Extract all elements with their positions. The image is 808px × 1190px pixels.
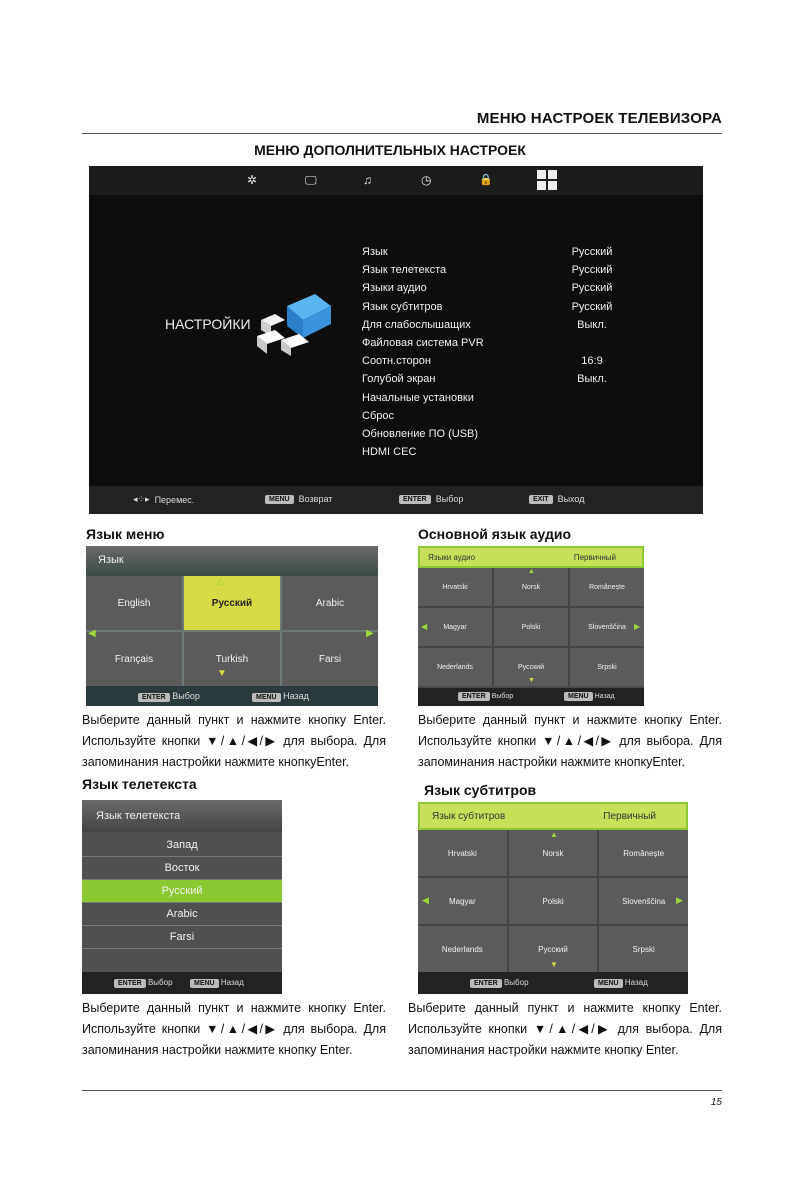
menu-item-label: Язык субтитров [362,300,443,313]
arrow-up-icon[interactable]: ▲ [528,568,535,575]
audio-language-option[interactable]: Polski [494,608,568,646]
audio-language-option[interactable]: Slovenščina [570,608,644,646]
menu-key[interactable]: MENU [252,693,281,702]
hint-back: Назад [283,691,309,701]
audio-language-option[interactable]: Hrvatski [418,568,492,606]
audio-language-description: Выберите данный пункт и нажмите кнопку Enter. Используйте кнопки ▼/▲/◀/▶ для выбора. Для запоминания настройки нажмите кнопкуEnter. [418,713,722,769]
arrow-right-icon[interactable]: ▶ [676,895,683,905]
subtitle-language-option[interactable]: Русский [509,926,598,972]
menu-item-label: Соотн.сторон [362,355,431,368]
hint-select: Выбор [147,978,173,987]
menu-item[interactable] [362,246,622,264]
subtitle-language-option[interactable]: Magyar [418,878,507,924]
settings-side-label: НАСТРОЙКИ [165,316,251,332]
menu-language-panel [86,546,378,706]
menu-item-label: Язык телетекста [362,264,447,277]
subtitle-language-title: Язык субтитров [432,811,506,822]
header-divider [82,133,722,134]
teletext-language-title: Язык телетекста [82,800,282,832]
menu-item-value [562,337,622,355]
menu-item-value: Русский [571,264,613,277]
subtitle-language-option[interactable]: Nederlands [418,926,507,972]
teletext-language-option[interactable]: Восток [82,857,282,880]
hint-back: Возврат [298,494,333,504]
subtitle-language-option[interactable]: Polski [509,878,598,924]
enter-key[interactable]: ENTER [458,692,490,701]
music-icon[interactable]: ♫ [363,173,372,187]
hint-move: Перемес. [154,494,195,505]
language-option[interactable]: English [86,576,182,630]
audio-language-panel [418,546,644,706]
grid-icon[interactable] [537,170,557,190]
exit-key[interactable]: EXIT [529,495,553,504]
teletext-language-panel [82,800,282,994]
menu-item[interactable] [362,446,622,464]
hint-select: Выбор [435,494,464,504]
audio-language-option[interactable]: Românește [570,568,644,606]
menu-item[interactable] [362,355,622,373]
hint-select: Выбор [491,693,514,700]
enter-key[interactable]: ENTER [138,693,170,702]
menu-item-value: 16:9 [581,355,603,368]
language-option[interactable]: Arabic [282,576,378,630]
menu-item-label: HDMI CEC [362,446,417,459]
audio-language-option[interactable]: Русский [494,648,568,686]
audio-mode[interactable]: Первичный [573,553,616,562]
menu-item[interactable] [362,282,622,300]
menu-item-label: Начальные установки [362,391,474,404]
language-option[interactable]: Русский [184,576,280,630]
gear-icon[interactable]: ✲ [247,173,258,187]
menu-item-value: Выкл. [577,373,607,386]
menu-key[interactable]: MENU [190,979,219,988]
menu-item[interactable] [362,264,622,282]
subtitle-language-grid [418,830,688,972]
teletext-language-option[interactable]: Arabic [82,903,282,926]
menu-item-value [562,446,622,464]
menu-item-label: Языки аудио [362,282,427,295]
teletext-language-option[interactable]: Запад [82,834,282,857]
menu-language-description: Выберите данный пункт и нажмите кнопку Enter. Используйте кнопки ▼/▲/◀/▶ для выбора. Для запоминания настройки нажмите кнопкуEnter. [82,713,386,769]
menu-item-label: Голубой экран [362,373,436,386]
menu-item[interactable] [362,392,622,410]
page-number: 15 [710,1097,722,1108]
section-teletext-language: Язык телетекста [82,776,197,792]
clock-icon[interactable]: ◷ [421,173,432,187]
enter-key[interactable]: ENTER [470,979,502,988]
audio-language-title-bar [418,546,644,568]
teletext-language-option[interactable]: Русский [82,880,282,903]
document-header-title: МЕНЮ НАСТРОЕК ТЕЛЕВИЗОРА [476,110,722,127]
audio-language-title: Языки аудио [428,553,476,562]
teletext-language-list [82,834,282,949]
hint-select: Выбор [172,691,200,701]
menu-item[interactable] [362,428,622,446]
teletext-language-option[interactable]: Farsi [82,926,282,949]
subtitle-language-option[interactable]: Norsk [509,830,598,876]
menu-key[interactable]: MENU [564,692,593,701]
audio-language-option[interactable]: Nederlands [418,648,492,686]
menu-item-value: Выкл. [577,318,607,331]
menu-language-title: Язык [86,546,378,576]
teletext-language-footer [82,972,282,994]
audio-language-option[interactable]: Magyar [418,608,492,646]
arrow-up-icon[interactable]: △ [217,576,225,587]
menu-language-grid [86,576,378,686]
menu-item-value [562,392,622,410]
tv-footer-bar [89,486,703,514]
lock-icon[interactable]: 🔒 [479,174,493,186]
enter-key[interactable]: ENTER [114,979,146,988]
tv-settings-screen [89,166,703,514]
language-option[interactable]: Turkish [184,632,280,686]
settings-cube-icon [255,290,333,358]
language-option[interactable]: Farsi [282,632,378,686]
menu-item[interactable] [362,301,622,319]
subtitle-language-option[interactable]: Hrvatski [418,830,507,876]
subtitle-language-option[interactable]: Slovenščina [599,878,688,924]
audio-language-option[interactable]: Norsk [494,568,568,606]
hint-exit: Выход [557,494,585,504]
settings-menu-list [362,246,622,464]
move-arrows-icon: ◂⁘▸ [133,494,150,504]
menu-language-footer [86,686,378,706]
subtitle-language-panel [418,802,688,994]
hint-select: Выбор [503,978,529,987]
subtitle-language-description: Выберите данный пункт и нажмите кнопку Enter. Используйте кнопки ▼/▲/◀/▶ для выбора. Для запоминания настройки нажмите кнопку Enter. [408,1001,722,1057]
arrow-down-icon[interactable]: ▼ [217,668,227,679]
hint-back: Назад [624,978,648,987]
tv-tab-bar [89,166,703,195]
section-subtitle: МЕНЮ ДОПОЛНИТЕЛЬНЫХ НАСТРОЕК [254,142,526,158]
menu-item-value: Русский [571,282,613,295]
section-audio-language: Основной язык аудио [418,526,572,542]
subtitle-language-option[interactable]: Srpski [599,926,688,972]
menu-item-label: Для слабослышащих [362,318,471,331]
arrow-left-icon[interactable]: ◀ [88,628,96,639]
arrow-down-icon[interactable]: ▼ [528,677,535,684]
audio-language-footer [418,688,644,706]
audio-language-option[interactable]: Srpski [570,648,644,686]
menu-key[interactable]: MENU [594,979,623,988]
menu-item-value [562,428,622,446]
enter-key[interactable]: ENTER [399,495,431,504]
menu-item[interactable] [362,410,622,428]
menu-item-label: Обновление ПО (USB) [362,427,479,440]
subtitle-language-option[interactable]: Românește [599,830,688,876]
section-subtitle-language: Язык субтитров [424,782,537,798]
arrow-left-icon[interactable]: ◀ [422,895,429,905]
menu-item-label: Язык [362,246,388,258]
menu-item-value: Русский [571,300,613,313]
arrow-right-icon[interactable]: ▶ [366,628,374,639]
menu-key[interactable]: MENU [265,495,294,504]
footer-divider [82,1090,722,1091]
arrow-left-icon[interactable]: ◀ [421,622,428,631]
arrow-right-icon[interactable]: ▶ [634,622,641,631]
menu-item-label: Сброс [362,409,394,422]
arrow-down-icon[interactable]: ▼ [550,960,558,969]
menu-item[interactable] [362,373,622,391]
menu-item-value: Русский [571,246,613,258]
language-option[interactable]: Français [86,632,182,686]
subtitle-mode[interactable]: Первичный [603,811,656,822]
subtitle-language-title-bar [418,802,688,830]
arrow-up-icon[interactable]: ▲ [550,830,558,839]
menu-item[interactable] [362,337,622,355]
hint-back: Назад [594,693,615,700]
menu-item[interactable] [362,319,622,337]
hint-back: Назад [220,978,244,987]
menu-item-label: Файловая система PVR [362,336,484,349]
section-menu-language: Язык меню [86,526,165,542]
audio-language-grid [418,568,644,686]
teletext-language-description: Выберите данный пункт и нажмите кнопку Enter. Используйте кнопки ▼/▲/◀/▶ для выбора. Для запоминания настройки нажмите кнопку Enter. [82,1001,386,1057]
menu-item-value [562,410,622,428]
monitor-icon[interactable]: 🖵 [305,173,317,187]
subtitle-language-footer [418,972,688,994]
